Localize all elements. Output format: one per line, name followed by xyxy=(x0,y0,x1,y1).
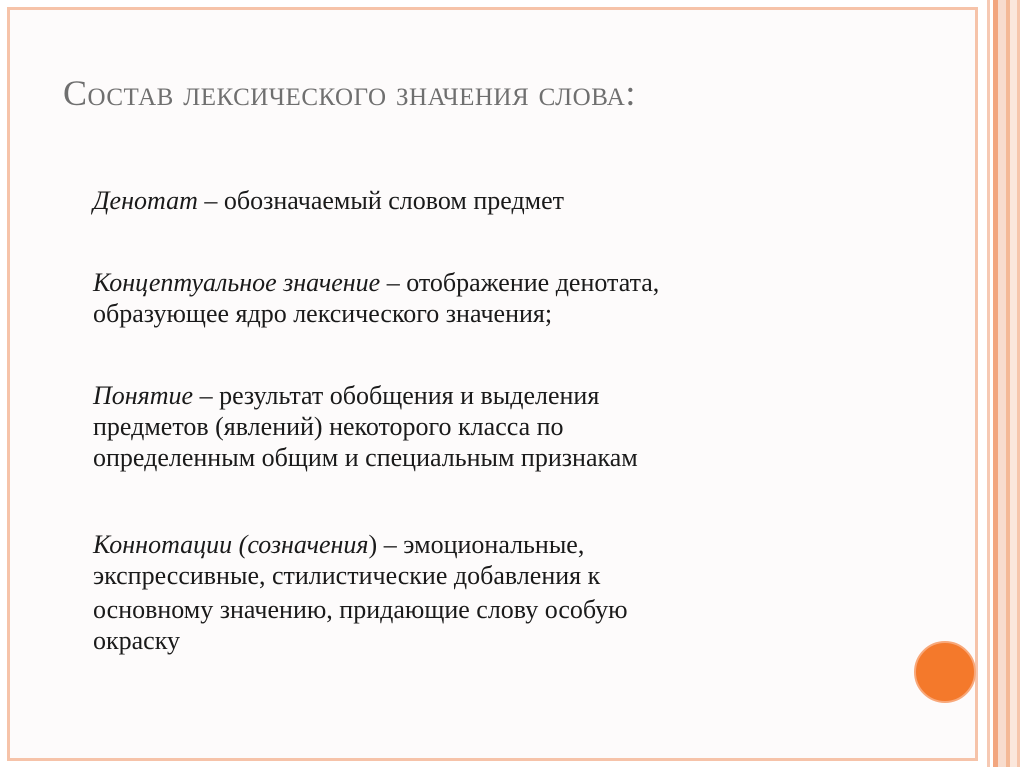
definition-text: – обозначаемый словом предмет xyxy=(197,186,565,215)
definition-denotat xyxy=(93,185,564,216)
term-connotations: Коннотации (созначения xyxy=(93,530,369,559)
definition-concept xyxy=(93,380,638,473)
definition-connotations xyxy=(93,529,628,656)
definition-text: предметов (явлений) некоторого класса по xyxy=(93,412,564,441)
term-denotat: Денотат xyxy=(93,186,198,215)
decorative-orange-circle xyxy=(914,641,976,703)
definition-conceptual-meaning xyxy=(93,267,659,329)
definition-text: – результат обобщения и выделения xyxy=(193,381,600,410)
definition-text: основному значению, придающие слову особую xyxy=(93,595,628,624)
term-concept: Понятие xyxy=(93,381,194,410)
slide-title: Состав лексического значения слова: xyxy=(63,73,636,113)
definition-text: определенным общим и специальным признакам xyxy=(93,443,638,472)
decorative-stripes xyxy=(984,0,1024,767)
definition-text: образующее ядро лексического значения; xyxy=(93,299,553,328)
definition-text: – эмоциональные, xyxy=(377,530,585,559)
definition-text: – отображение денотата, xyxy=(380,268,660,297)
term-conceptual-meaning: Концептуальное значение xyxy=(93,268,381,297)
definition-text: экспрессивные, стилистические добавления к xyxy=(93,561,601,590)
definition-text: окраску xyxy=(93,626,180,655)
term-close-paren: ) xyxy=(368,530,378,559)
